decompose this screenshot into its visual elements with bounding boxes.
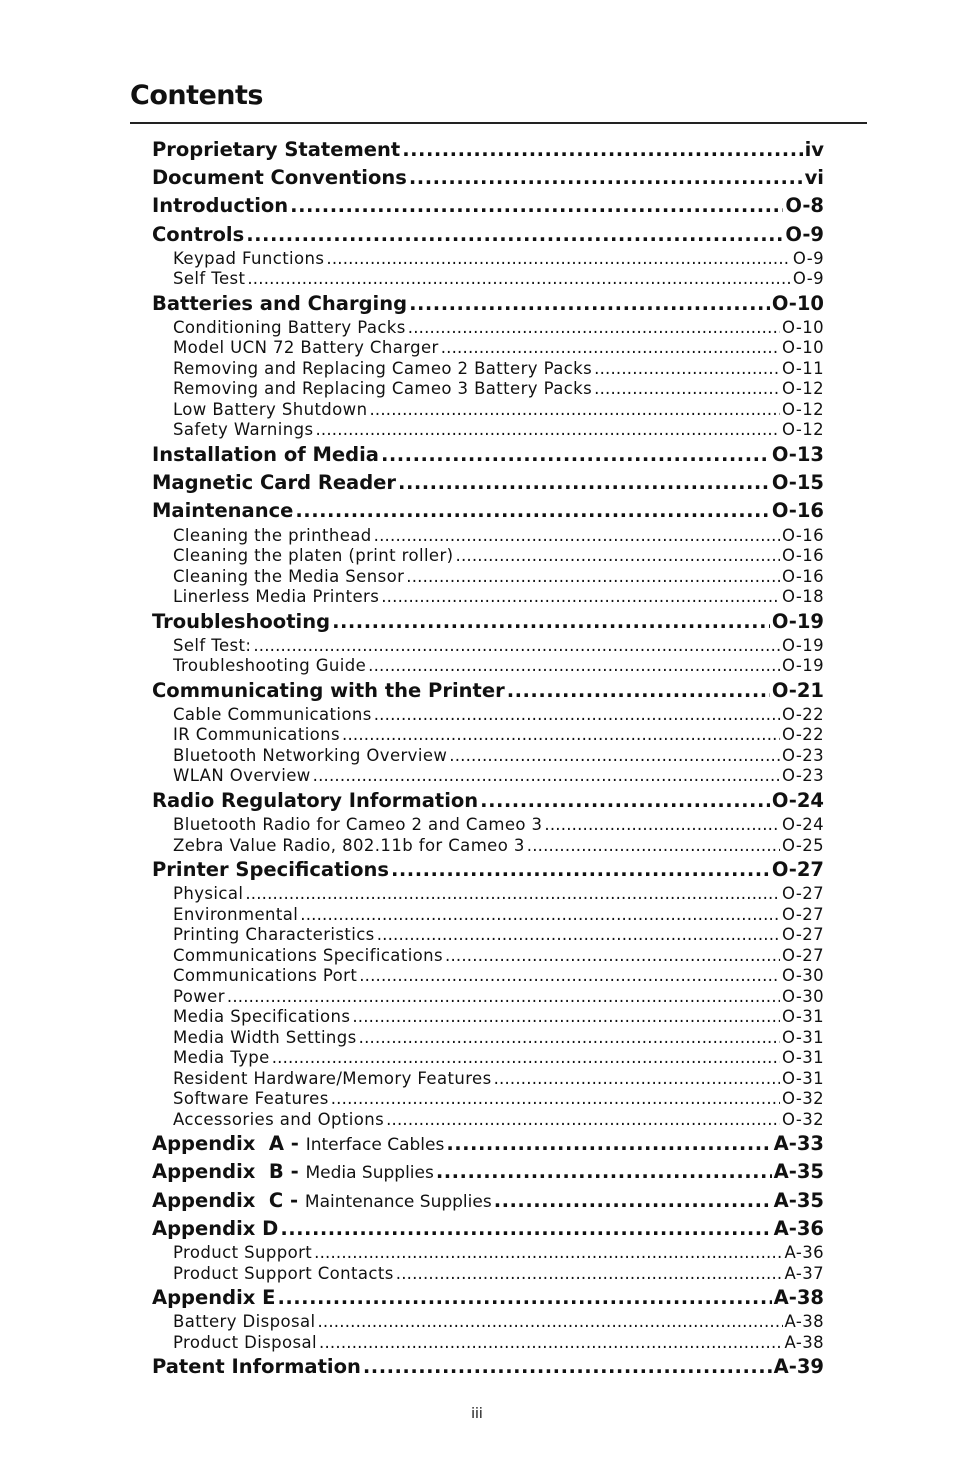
toc-entry-title: Battery Disposal — [173, 1312, 316, 1332]
toc-page-number: A-36 — [773, 1216, 824, 1240]
toc-entry-description: Media Supplies — [305, 1163, 434, 1184]
toc-subsection-entry[interactable] — [152, 318, 824, 339]
toc-entry-title: Controls — [152, 222, 245, 246]
dot-leader — [359, 966, 780, 987]
toc-entry-title: Product Support — [173, 1243, 313, 1262]
toc-section-entry[interactable] — [152, 1215, 824, 1243]
toc-section-entry[interactable] — [152, 1187, 824, 1215]
toc-section-entry[interactable] — [152, 608, 824, 636]
toc-page-number: O-21 — [771, 678, 824, 702]
dot-leader — [272, 1048, 780, 1069]
toc-subsection-entry[interactable] — [152, 636, 824, 657]
toc-section-entry[interactable] — [152, 1130, 824, 1158]
toc-section-entry[interactable] — [152, 787, 824, 815]
toc-section-entry[interactable] — [152, 136, 824, 164]
dot-leader — [319, 1333, 782, 1354]
dot-leader — [527, 836, 780, 857]
toc-subsection-entry[interactable] — [152, 1048, 824, 1069]
toc-subsection-entry[interactable] — [152, 987, 824, 1008]
toc-page-number: A-35 — [773, 1188, 824, 1212]
toc-entry-title: Conditioning Battery Packs — [173, 317, 406, 337]
dot-leader — [402, 136, 802, 164]
toc-page-number: O-23 — [782, 745, 824, 765]
toc-entry-title: Keypad Functions — [173, 248, 325, 268]
dot-leader — [295, 497, 769, 525]
dot-leader — [594, 359, 780, 380]
toc-entry-title: Proprietary Statement — [152, 138, 401, 161]
dot-leader — [446, 1130, 771, 1158]
toc-page-number: A-39 — [773, 1355, 824, 1379]
toc-entry-title: Low Battery Shutdown — [173, 399, 368, 419]
toc-subsection-entry[interactable] — [152, 966, 824, 987]
toc-subsection-entry[interactable] — [152, 1028, 824, 1049]
dot-leader — [398, 469, 770, 497]
toc-entry-title: Zebra Value Radio, 802.11b for Cameo 3 — [173, 835, 525, 855]
dot-leader — [377, 925, 780, 946]
toc-entry-title: Self Test — [173, 269, 246, 289]
toc-page-number: O-12 — [782, 399, 824, 419]
dot-leader — [480, 787, 770, 815]
toc-section-entry[interactable] — [152, 856, 824, 884]
toc-entry-title: Appendix A - — [152, 1132, 306, 1156]
title-rule — [130, 122, 867, 124]
dot-leader — [409, 164, 803, 192]
toc-entry-description: Maintenance Supplies — [304, 1191, 492, 1212]
page-number: iii — [471, 1406, 483, 1422]
toc-entry-title: Communicating with the Printer — [152, 678, 505, 702]
toc-page-number: O-9 — [792, 248, 824, 268]
toc-subsection-entry[interactable] — [152, 946, 824, 967]
toc-subsection-entry[interactable] — [152, 1089, 824, 1110]
toc-entry-title: Troubleshooting — [152, 609, 331, 633]
toc-subsection-entry[interactable] — [152, 269, 824, 290]
toc-subsection-entry[interactable] — [152, 1243, 824, 1264]
toc-subsection-entry[interactable] — [152, 359, 824, 380]
dot-leader — [456, 546, 780, 567]
toc-page-number: O-8 — [785, 194, 824, 218]
toc-entry-title: Installation of Media — [152, 442, 379, 466]
toc-entry-title: Appendix D — [152, 1216, 279, 1240]
toc-subsection-entry[interactable] — [152, 725, 824, 746]
toc-subsection-entry[interactable] — [152, 587, 824, 608]
dot-leader — [374, 526, 780, 547]
toc-page-number: O-9 — [785, 222, 824, 246]
toc-page-number: O-16 — [782, 525, 824, 545]
dot-leader — [406, 567, 780, 588]
dot-leader — [449, 746, 780, 767]
dot-leader — [494, 1187, 772, 1215]
toc-page-number: O-32 — [782, 1109, 824, 1129]
toc-page-number: O-19 — [771, 609, 824, 633]
toc-entry-title: Model UCN 72 Battery Charger — [173, 338, 439, 358]
dot-leader — [315, 420, 780, 441]
toc-page-number: O-12 — [782, 379, 824, 399]
toc-page-number: O-27 — [782, 904, 824, 924]
toc-page-number: O-15 — [771, 471, 824, 495]
toc-subsection-entry[interactable] — [152, 815, 824, 836]
toc-entry-title: Cleaning the Media Sensor — [173, 566, 405, 586]
dot-leader — [408, 318, 780, 339]
toc-page-number: O-32 — [782, 1089, 824, 1109]
dot-leader — [227, 987, 780, 1008]
toc-page-number: O-24 — [782, 815, 824, 835]
toc-entry-title: Bluetooth Radio for Cameo 2 and Cameo 3 — [173, 815, 543, 835]
toc-entry-title: Printer Specifications — [152, 858, 389, 882]
toc-section-entry[interactable] — [152, 1353, 824, 1381]
table-of-contents — [152, 136, 824, 1381]
toc-entry-title: Linerless Media Printers — [173, 587, 380, 606]
dot-leader — [374, 705, 780, 726]
toc-page-number: O-27 — [771, 858, 824, 882]
toc-page-number: O-19 — [782, 635, 824, 655]
toc-page-number: O-10 — [771, 291, 824, 315]
dot-leader — [317, 1312, 782, 1333]
toc-page-number: O-16 — [771, 499, 824, 523]
toc-page-number: O-9 — [792, 269, 824, 289]
toc-page-number: O-31 — [782, 1068, 824, 1088]
toc-subsection-entry[interactable] — [152, 836, 824, 857]
toc-subsection-entry[interactable] — [152, 766, 824, 787]
toc-entry-title: Media Type — [173, 1048, 270, 1068]
toc-section-entry[interactable] — [152, 469, 824, 497]
toc-entry-title: Self Test: — [173, 635, 252, 655]
toc-subsection-entry[interactable] — [152, 420, 824, 441]
toc-entry-title: Resident Hardware/Memory Features — [173, 1068, 492, 1088]
dot-leader — [363, 1353, 772, 1381]
toc-section-entry[interactable] — [152, 441, 824, 469]
toc-section-entry[interactable] — [152, 1158, 824, 1186]
toc-subsection-entry[interactable] — [152, 249, 824, 270]
toc-page-number: O-23 — [782, 766, 824, 786]
toc-entry-title: Accessories and Options — [173, 1109, 385, 1129]
toc-page-number: O-22 — [782, 704, 824, 724]
toc-page-number: O-27 — [782, 945, 824, 965]
toc-entry-title: Maintenance — [152, 499, 294, 523]
dot-leader — [300, 905, 780, 926]
toc-entry-title: Cable Communications — [173, 704, 372, 724]
toc-page-number: O-16 — [782, 546, 824, 565]
toc-entry-title: Cleaning the printhead — [173, 525, 372, 545]
dot-leader — [507, 677, 770, 705]
toc-page-number: vi — [804, 166, 824, 190]
toc-entry-title: Communications Port — [173, 966, 358, 986]
toc-page-number: O-16 — [782, 566, 824, 586]
toc-subsection-entry[interactable] — [152, 338, 824, 359]
toc-subsection-entry[interactable] — [152, 656, 824, 677]
dot-leader — [436, 1158, 772, 1186]
toc-page-number: O-25 — [782, 835, 824, 855]
toc-entry-title: Batteries and Charging — [152, 291, 408, 315]
toc-section-entry[interactable] — [152, 677, 824, 705]
toc-subsection-entry[interactable] — [152, 400, 824, 421]
toc-subsection-entry[interactable] — [152, 705, 824, 726]
toc-section-entry[interactable] — [152, 221, 824, 249]
dot-leader — [245, 884, 780, 905]
toc-page-number: A-38 — [773, 1286, 824, 1309]
dot-leader — [277, 1284, 771, 1312]
toc-page-number: O-10 — [782, 317, 824, 337]
toc-subsection-entry[interactable] — [152, 1264, 824, 1285]
toc-entry-title: IR Communications — [173, 725, 341, 745]
toc-page-number: O-11 — [782, 358, 824, 378]
toc-entry-title: Appendix B - — [152, 1160, 306, 1184]
toc-entry-title: Software Features — [173, 1089, 329, 1109]
toc-page-number: iv — [804, 138, 824, 161]
toc-page-number: O-18 — [782, 587, 824, 606]
toc-entry-title: Bluetooth Networking Overview — [173, 745, 448, 765]
toc-page-number: A-38 — [784, 1332, 824, 1352]
toc-entry-title: Magnetic Card Reader — [152, 471, 397, 495]
toc-page-number: O-30 — [782, 986, 824, 1006]
toc-page-number: O-30 — [782, 966, 824, 986]
toc-entry-title: Safety Warnings — [173, 420, 314, 440]
toc-section-entry[interactable] — [152, 497, 824, 525]
toc-entry-title: Introduction — [152, 194, 289, 218]
toc-entry-title: Power — [173, 986, 225, 1006]
toc-entry-title: Appendix C - — [152, 1188, 305, 1212]
toc-subsection-entry[interactable] — [152, 1110, 824, 1131]
dot-leader — [359, 1028, 780, 1049]
toc-entry-title: Removing and Replacing Cameo 3 Battery Packs — [173, 379, 593, 399]
toc-page-number: O-31 — [782, 1048, 824, 1068]
toc-entry-title: Product Disposal — [173, 1332, 318, 1352]
dot-leader — [494, 1069, 780, 1090]
dot-leader — [247, 269, 791, 290]
toc-subsection-entry[interactable] — [152, 567, 824, 588]
toc-entry-title: Cleaning the platen (print roller) — [173, 546, 454, 565]
dot-leader — [280, 1215, 771, 1243]
toc-page-number: O-19 — [782, 656, 824, 676]
dot-leader — [396, 1264, 783, 1285]
toc-section-entry[interactable] — [152, 164, 824, 192]
toc-subsection-entry[interactable] — [152, 1007, 824, 1028]
dot-leader — [381, 441, 770, 469]
toc-page-number: O-22 — [782, 725, 824, 745]
toc-page-number: A-37 — [784, 1263, 824, 1283]
dot-leader — [441, 338, 780, 359]
toc-page-number: O-13 — [771, 442, 824, 466]
toc-entry-title: Communications Specifications — [173, 945, 444, 965]
toc-page-number: A-33 — [773, 1132, 824, 1156]
dot-leader — [246, 221, 783, 249]
dot-leader — [369, 400, 780, 421]
toc-entry-title: Media Width Settings — [173, 1027, 357, 1047]
dot-leader — [381, 587, 780, 608]
dot-leader — [326, 249, 790, 270]
toc-section-entry[interactable] — [152, 1284, 824, 1312]
dot-leader — [368, 656, 780, 677]
dot-leader — [331, 1089, 780, 1110]
toc-section-entry[interactable] — [152, 290, 824, 318]
page-title: Contents — [130, 80, 264, 111]
toc-page-number: O-31 — [782, 1027, 824, 1047]
toc-page-number: O-10 — [782, 338, 824, 358]
toc-subsection-entry[interactable] — [152, 1312, 824, 1333]
toc-subsection-entry[interactable] — [152, 526, 824, 547]
toc-subsection-entry[interactable] — [152, 905, 824, 926]
toc-page-number: A-38 — [784, 1312, 824, 1332]
toc-entry-title: Environmental — [173, 904, 299, 924]
dot-leader — [253, 636, 780, 657]
dot-leader — [391, 856, 770, 884]
dot-leader — [314, 1243, 782, 1264]
toc-subsection-entry[interactable] — [152, 379, 824, 400]
dot-leader — [332, 608, 770, 636]
toc-entry-title: Removing and Replacing Cameo 2 Battery Packs — [173, 358, 593, 378]
toc-entry-title: Media Specifications — [173, 1007, 351, 1027]
toc-entry-title: WLAN Overview — [173, 766, 311, 786]
toc-page-number: O-31 — [782, 1007, 824, 1027]
toc-subsection-entry[interactable] — [152, 1069, 824, 1090]
dot-leader — [594, 379, 780, 400]
toc-page-number: O-27 — [782, 925, 824, 945]
dot-leader — [313, 766, 780, 787]
toc-page-number: O-27 — [782, 884, 824, 904]
toc-entry-title: Physical — [173, 884, 244, 904]
toc-page-number: A-35 — [773, 1160, 824, 1184]
dot-leader — [352, 1007, 780, 1028]
toc-entry-title: Appendix E — [152, 1286, 276, 1309]
toc-section-entry[interactable] — [152, 192, 824, 220]
toc-subsection-entry[interactable] — [152, 1333, 824, 1354]
toc-page-number: O-24 — [771, 788, 824, 812]
toc-subsection-entry[interactable] — [152, 746, 824, 767]
toc-page-number: O-12 — [782, 420, 824, 440]
dot-leader — [290, 192, 783, 220]
toc-entry-title: Printing Characteristics — [173, 925, 375, 945]
dot-leader — [409, 290, 770, 318]
dot-leader — [342, 725, 780, 746]
toc-page-number: A-36 — [784, 1243, 824, 1262]
toc-entry-description: Interface Cables — [305, 1135, 445, 1156]
toc-entry-title: Radio Regulatory Information — [152, 788, 479, 812]
toc-entry-title: Patent Information — [152, 1355, 361, 1379]
toc-subsection-entry[interactable] — [152, 925, 824, 946]
toc-entry-title: Product Support Contacts — [173, 1263, 394, 1283]
toc-subsection-entry[interactable] — [152, 546, 824, 567]
toc-subsection-entry[interactable] — [152, 884, 824, 905]
dot-leader — [386, 1110, 780, 1131]
toc-entry-title: Document Conventions — [152, 166, 407, 190]
dot-leader — [445, 946, 780, 967]
dot-leader — [544, 815, 780, 836]
toc-entry-title: Troubleshooting Guide — [173, 656, 367, 676]
